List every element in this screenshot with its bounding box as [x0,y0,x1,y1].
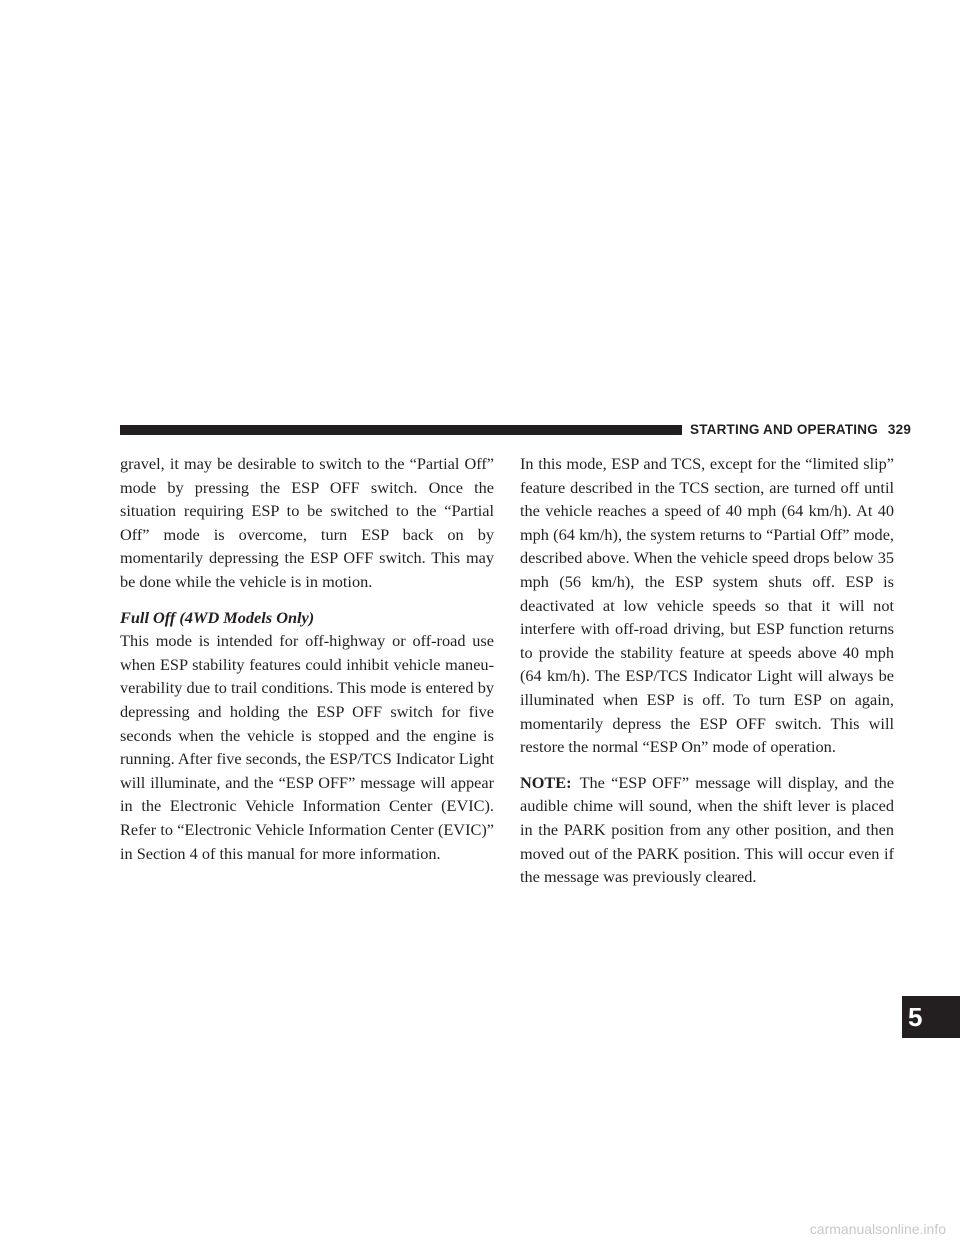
section-title: STARTING AND OPERATING [690,422,878,437]
watermark: carmanualsonline.info [809,1221,946,1237]
note-label: NOTE: [520,772,572,792]
note-text: The “ESP OFF” message will display, and the audible chime will sound, when the shift lever is placed in the PARK position from any other position, and then moved out of the PARK position. This will occur even if the message was previously cleared. [520,772,894,887]
chapter-tab: 5 [902,996,960,1038]
subheading-full-off: Full Off (4WD Models Only) [120,607,315,627]
right-column [520,452,894,889]
page-number: 329 [887,422,912,437]
left-column [120,452,494,865]
header-rule [120,425,682,435]
running-header [690,420,911,440]
right-paragraph-1: In this mode, ESP and TCS, except for the “limited slip” feature described in the TCS section, are turned off until the vehicle reaches a speed of 40 mph (64 km/h). At 40 mph (64 km/h), the system returns to “Partial Off” mode, described above. When the vehicle speed drops below 35 mph (56 km/h), the ESP system shuts off. ESP is deactivated at low vehicle speeds so that it will not interfere with off-road driving, but ESP function returns to provide the stability feature at speeds above 40 mph (64 km/h). The ESP/TCS Indicator Light will always be illuminated when ESP is off. To turn ESP on again, momentarily depress the ESP OFF switch. This will restore the normal “ESP On” mode of operation. [520,454,894,757]
left-paragraph-1: gravel, it may be desirable to switch to the “Partial Off” mode by pressing the ESP OFF switch. Once the situation requiring ESP to be switched to the “Partial Off” mode is overcome, turn ESP back on by momentarily depressing the ESP OFF switch. This may be done while the vehicle is in motion. [120,454,494,591]
note-paragraph [520,771,894,889]
left-paragraph-2: This mode is intended for off-highway or off-road use when ESP stability features could inhibit vehicle maneu-verability due to trail conditions. This mode is entered by depressing and holding the ESP OFF switch for five seconds when the vehicle is stopped and the engine is running. After five seconds, the ESP/TCS Indicator Light will illuminate, and the “ESP OFF” message will appear in the Electronic Vehicle Information Center (EVIC). Refer to “Electronic Vehicle Information Center (EVIC)” in Section 4 of this manual for more information. [120,631,494,863]
